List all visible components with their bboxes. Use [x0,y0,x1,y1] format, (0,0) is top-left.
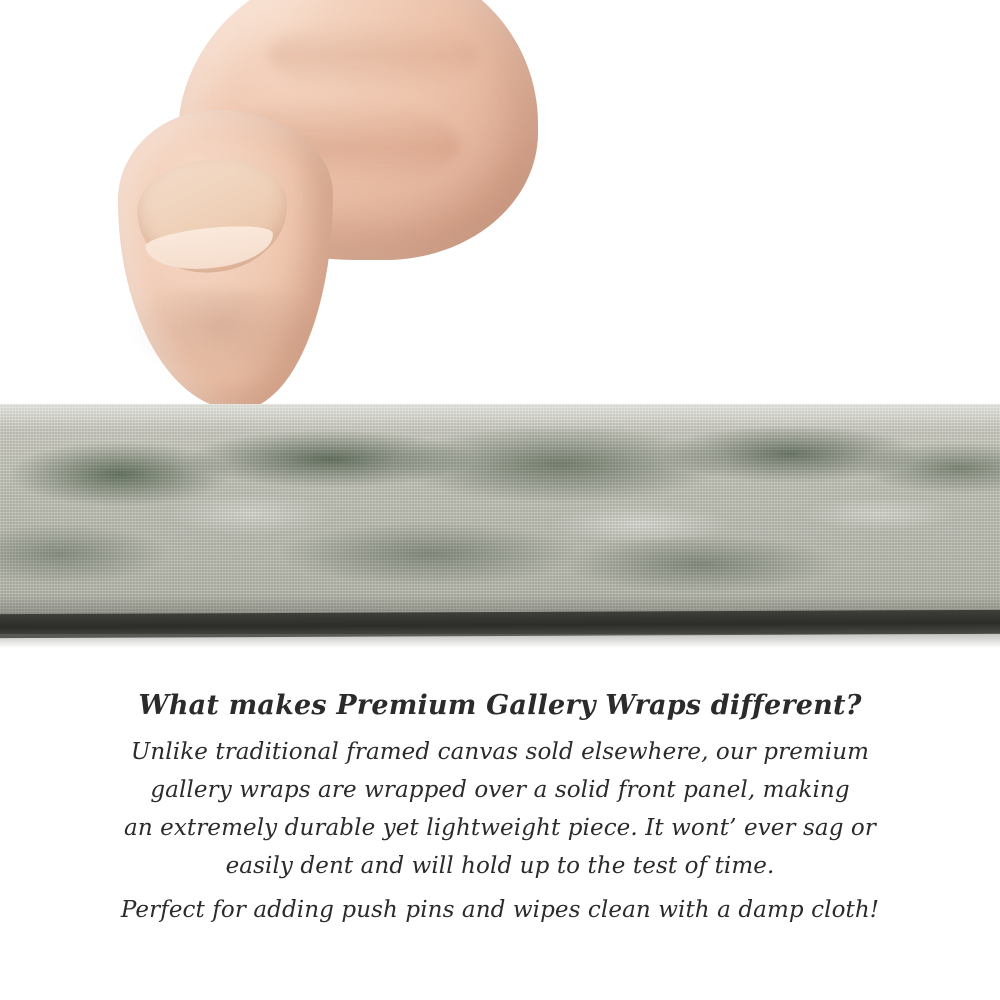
caption-block [0,690,1000,930]
canvas-wrap-edge [0,404,1000,624]
hand-illustration [118,0,548,430]
finger-contact-shadow [128,290,318,380]
canvas-top-highlight [0,404,1000,430]
canvas-weave-texture [0,404,1000,624]
caption-line: easily dent and will hold up to the test of time. [225,853,775,880]
canvas-drop-shadow [0,634,1000,648]
caption-line: Unlike traditional framed canvas sold elsewhere, our premium [130,739,870,766]
caption-headline: What makes Premium Gallery Wraps different? [138,690,862,721]
knuckle-crease-upper [268,20,478,90]
caption-line: an extremely durable yet lightweight piece. It wont’ ever sag or [124,815,876,842]
caption-closing-line: Perfect for adding push pins and wipes clean with a damp cloth! [120,897,880,924]
caption-line: gallery wraps are wrapped over a solid front panel, making [150,777,850,804]
